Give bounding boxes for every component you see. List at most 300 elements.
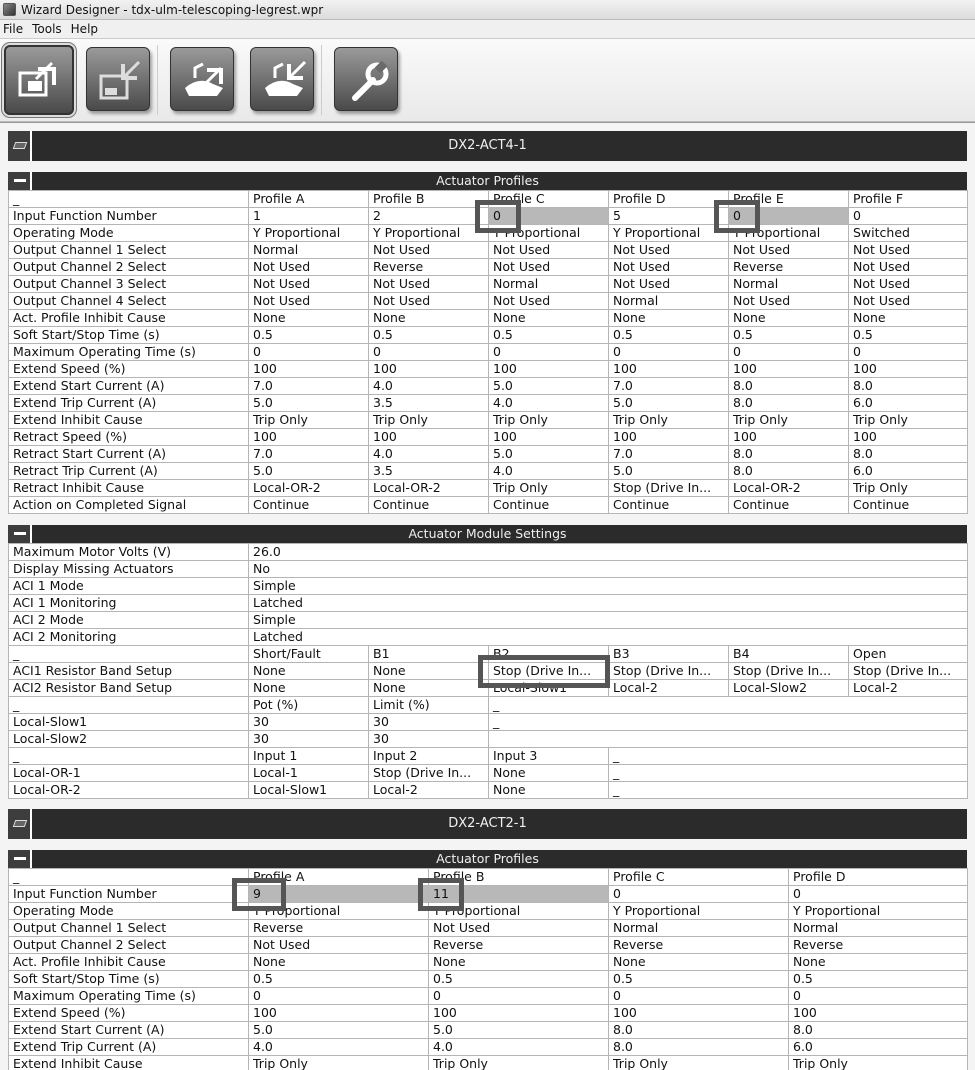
section-header-actuator-profiles[interactable] (8, 172, 967, 190)
value-cell[interactable]: 100 (249, 1005, 429, 1022)
value-cell[interactable]: 0.5 (369, 327, 489, 344)
column-header: Pot (%) (249, 697, 369, 714)
value-cell[interactable]: Not Used (369, 293, 489, 310)
value-cell[interactable]: Not Used (609, 259, 729, 276)
value-cell[interactable]: Not Used (729, 293, 849, 310)
value-cell[interactable]: None (249, 954, 429, 971)
value-cell[interactable]: 8.0 (849, 446, 968, 463)
row-label-retract-trip-current-a: Retract Trip Current (A) (9, 463, 249, 480)
value-cell[interactable]: Reverse (789, 937, 968, 954)
value-cell[interactable]: Simple (249, 578, 968, 595)
section-title: Actuator Module Settings (408, 526, 567, 541)
value-cell[interactable]: Trip Only (429, 1056, 609, 1070)
module-header[interactable] (8, 131, 967, 161)
value-cell[interactable]: Latched (249, 629, 968, 646)
value-cell[interactable]: 0 (429, 988, 609, 1005)
value-cell[interactable]: Not Used (609, 242, 729, 259)
table-row (9, 208, 968, 225)
value-cell[interactable]: Y Proportional (429, 903, 609, 920)
value-cell[interactable]: Trip Only (489, 412, 609, 429)
value-cell[interactable]: 100 (609, 1005, 789, 1022)
value-cell[interactable]: 4.0 (369, 378, 489, 395)
value-cell[interactable]: None (489, 782, 609, 799)
value-cell[interactable]: Stop (Drive In... (849, 663, 968, 680)
table-row (9, 937, 968, 954)
row-label-maximum-operating-time-s: Maximum Operating Time (s) (9, 344, 249, 361)
column-header: Profile C (489, 191, 609, 208)
value-cell[interactable]: 4.0 (249, 1039, 429, 1056)
value-cell[interactable]: Trip Only (249, 1056, 429, 1070)
value-cell[interactable]: Trip Only (489, 480, 609, 497)
value-cell[interactable]: 8.0 (609, 1022, 789, 1039)
value-cell[interactable]: 0 (849, 208, 968, 225)
value-cell[interactable]: 0.5 (609, 971, 789, 988)
window-title: Wizard Designer - tdx-ulm-telescoping-legrest.wpr (21, 2, 324, 17)
value-cell[interactable]: Trip Only (249, 412, 369, 429)
value-cell[interactable]: Not Used (729, 242, 849, 259)
row-label-operating-mode: Operating Mode (9, 903, 249, 920)
value-cell[interactable]: None (609, 310, 729, 327)
value-cell[interactable]: Y Proportional (249, 903, 429, 920)
export-document-button[interactable] (4, 45, 74, 115)
column-header: Profile F (849, 191, 968, 208)
value-cell[interactable]: 8.0 (609, 1039, 789, 1056)
table-row (9, 954, 968, 971)
value-cell[interactable]: 4.0 (429, 1039, 609, 1056)
value-cell[interactable]: Local-2 (369, 782, 489, 799)
value-cell[interactable]: 0.5 (729, 327, 849, 344)
value-cell[interactable]: 100 (729, 361, 849, 378)
value-cell[interactable]: 100 (849, 361, 968, 378)
export-chair-icon (181, 58, 229, 106)
value-cell[interactable]: None (369, 680, 489, 697)
value-cell[interactable]: None (249, 680, 369, 697)
value-cell[interactable]: None (369, 663, 489, 680)
value-cell[interactable]: None (429, 954, 609, 971)
table-row (9, 714, 968, 731)
value-cell[interactable]: Y Proportional (609, 903, 789, 920)
value-cell[interactable]: None (729, 310, 849, 327)
row-label-maximum-motor-volts-v: Maximum Motor Volts (V) (9, 544, 249, 561)
value-cell[interactable]: Not Used (489, 242, 609, 259)
value-cell[interactable]: None (489, 310, 609, 327)
table-row (9, 561, 968, 578)
value-cell[interactable]: Local-Slow1 (489, 680, 609, 697)
value-cell[interactable]: 8.0 (729, 395, 849, 412)
value-cell[interactable]: Normal (609, 293, 729, 310)
table-row (9, 276, 968, 293)
value-cell[interactable]: 7.0 (249, 378, 369, 395)
value-cell[interactable]: Y Proportional (249, 225, 369, 242)
value-cell[interactable]: 0 (249, 344, 369, 361)
value-cell[interactable]: 8.0 (729, 463, 849, 480)
value-cell[interactable]: Continue (849, 497, 968, 514)
value-cell[interactable]: 100 (369, 429, 489, 446)
value-cell[interactable]: None (249, 310, 369, 327)
value-cell[interactable]: Y Proportional (789, 903, 968, 920)
menu-help[interactable]: Help (70, 22, 99, 36)
value-cell[interactable]: None (789, 954, 968, 971)
collapse-icon[interactable] (8, 525, 32, 543)
value-cell[interactable]: Reverse (249, 920, 429, 937)
value-cell[interactable]: 0 (789, 886, 968, 903)
value-cell[interactable]: Normal (609, 920, 789, 937)
value-cell[interactable]: 0 (489, 344, 609, 361)
value-cell[interactable]: 5.0 (609, 395, 729, 412)
section-header-module-settings[interactable] (8, 525, 967, 543)
value-cell[interactable]: Local-OR-2 (369, 480, 489, 497)
module-header[interactable] (8, 809, 967, 839)
value-cell[interactable]: Stop (Drive In... (729, 663, 849, 680)
value-cell[interactable]: Y Proportional (729, 225, 849, 242)
toolbar-separator (157, 45, 158, 115)
value-cell[interactable]: 0 (489, 208, 609, 225)
table-row (9, 412, 968, 429)
value-cell[interactable]: Y Proportional (369, 225, 489, 242)
row-label-output-channel-1-select: Output Channel 1 Select (9, 920, 249, 937)
column-header: Profile D (609, 191, 729, 208)
value-cell[interactable]: Stop (Drive In... (489, 663, 609, 680)
column-header: Profile B (429, 869, 609, 886)
table-row (9, 612, 968, 629)
value-cell[interactable]: 9 (249, 886, 429, 903)
import-document-button[interactable] (86, 47, 150, 111)
column-header: Input 3 (489, 748, 609, 765)
value-cell[interactable]: Latched (249, 595, 968, 612)
table-row (9, 378, 968, 395)
column-header: Profile D (789, 869, 968, 886)
menu-tools[interactable]: Tools (32, 22, 62, 36)
value-cell[interactable]: Trip Only (609, 412, 729, 429)
value-cell[interactable]: Local-1 (249, 765, 369, 782)
column-header: _ (9, 191, 249, 208)
wrench-icon (345, 58, 393, 106)
value-cell[interactable]: Reverse (729, 259, 849, 276)
row-label-aci2-resistor-band-setup: ACI2 Resistor Band Setup (9, 680, 249, 697)
value-cell[interactable]: Continue (369, 497, 489, 514)
row-label-extend-inhibit-cause: Extend Inhibit Cause (9, 1056, 249, 1070)
value-cell[interactable]: 11 (429, 886, 609, 903)
value-cell[interactable]: 8.0 (729, 378, 849, 395)
header-row (9, 646, 968, 663)
value-cell[interactable]: 5.0 (249, 463, 369, 480)
column-header: Input 1 (249, 748, 369, 765)
value-cell[interactable]: 5.0 (249, 1022, 429, 1039)
value-cell[interactable]: 100 (789, 1005, 968, 1022)
header-row (9, 748, 968, 765)
value-cell[interactable]: Normal (489, 276, 609, 293)
column-header: B2 (489, 646, 609, 663)
row-label-extend-speed: Extend Speed (%) (9, 361, 249, 378)
row-label-retract-inhibit-cause: Retract Inhibit Cause (9, 480, 249, 497)
value-cell[interactable]: Stop (Drive In... (609, 663, 729, 680)
value-cell[interactable]: 5.0 (489, 446, 609, 463)
section-title: Actuator Profiles (436, 851, 539, 866)
value-cell[interactable]: 5.0 (249, 395, 369, 412)
value-cell[interactable]: 0 (609, 886, 789, 903)
column-header: _ (609, 748, 968, 765)
value-cell[interactable]: 100 (609, 361, 729, 378)
app-icon (3, 3, 16, 16)
local-slow-table (8, 696, 968, 748)
row-label-output-channel-4-select: Output Channel 4 Select (9, 293, 249, 310)
column-header: _ (9, 748, 249, 765)
value-cell[interactable]: Not Used (429, 920, 609, 937)
table-row (9, 920, 968, 937)
value-cell[interactable]: 1 (249, 208, 369, 225)
value-cell[interactable]: 5.0 (489, 378, 609, 395)
module-settings-table (8, 543, 968, 646)
value-cell[interactable]: 100 (369, 361, 489, 378)
value-cell[interactable]: 100 (729, 429, 849, 446)
actuator-profiles-table-2 (8, 868, 968, 1070)
value-cell[interactable]: 0.5 (249, 971, 429, 988)
value-cell[interactable]: Local-2 (609, 680, 729, 697)
row-label-soft-start-stop-time-s: Soft Start/Stop Time (s) (9, 971, 249, 988)
value-cell[interactable]: 8.0 (729, 446, 849, 463)
value-cell[interactable]: Stop (Drive In... (609, 480, 729, 497)
value-cell[interactable]: 0 (729, 344, 849, 361)
value-cell[interactable]: Y Proportional (609, 225, 729, 242)
value-cell[interactable]: 0.5 (849, 327, 968, 344)
value-cell[interactable]: Not Used (849, 293, 968, 310)
value-cell[interactable]: 0.5 (249, 327, 369, 344)
header-row (9, 697, 968, 714)
row-label-extend-trip-current-a: Extend Trip Current (A) (9, 1039, 249, 1056)
table-row (9, 595, 968, 612)
value-cell[interactable]: _ (609, 765, 968, 782)
value-cell[interactable]: 0.5 (609, 327, 729, 344)
collapse-icon[interactable] (8, 172, 32, 190)
table-row (9, 1022, 968, 1039)
row-label-soft-start-stop-time-s: Soft Start/Stop Time (s) (9, 327, 249, 344)
header-row (9, 869, 968, 886)
value-cell[interactable]: 0 (609, 344, 729, 361)
row-label-local-or-2: Local-OR-2 (9, 782, 249, 799)
value-cell[interactable]: 4.0 (369, 446, 489, 463)
value-cell[interactable]: Not Used (489, 259, 609, 276)
value-cell[interactable]: Not Used (249, 259, 369, 276)
column-header: _ (489, 697, 968, 714)
column-header: B1 (369, 646, 489, 663)
menu-bar (0, 20, 975, 38)
toolbar-separator (321, 45, 322, 115)
import-chair-button[interactable] (250, 47, 314, 111)
value-cell[interactable]: 4.0 (489, 463, 609, 480)
row-label-output-channel-2-select: Output Channel 2 Select (9, 937, 249, 954)
value-cell[interactable]: Trip Only (369, 412, 489, 429)
value-cell[interactable]: Not Used (249, 937, 429, 954)
menu-file[interactable]: File (3, 22, 24, 36)
value-cell[interactable]: 6.0 (789, 1039, 968, 1056)
value-cell[interactable]: Normal (789, 920, 968, 937)
table-row (9, 1005, 968, 1022)
table-row (9, 293, 968, 310)
row-label-aci-2-mode: ACI 2 Mode (9, 612, 249, 629)
value-cell[interactable]: Stop (Drive In... (369, 765, 489, 782)
table-row (9, 446, 968, 463)
value-cell[interactable]: Continue (729, 497, 849, 514)
value-cell[interactable]: Not Used (609, 276, 729, 293)
value-cell[interactable]: Local-Slow1 (249, 782, 369, 799)
value-cell[interactable]: Simple (249, 612, 968, 629)
value-cell[interactable]: _ (489, 714, 968, 731)
value-cell[interactable]: 0 (609, 988, 789, 1005)
value-cell[interactable]: Not Used (489, 293, 609, 310)
value-cell[interactable]: Normal (729, 276, 849, 293)
row-label-act-profile-inhibit-cause: Act. Profile Inhibit Cause (9, 954, 249, 971)
value-cell[interactable]: 30 (249, 731, 369, 748)
table-row (9, 429, 968, 446)
value-cell[interactable]: No (249, 561, 968, 578)
value-cell[interactable]: 7.0 (609, 378, 729, 395)
table-row (9, 680, 968, 697)
column-header: _ (9, 697, 249, 714)
value-cell[interactable]: 100 (489, 429, 609, 446)
value-cell[interactable]: 30 (369, 731, 489, 748)
section-header-actuator-profiles[interactable] (8, 850, 967, 868)
row-label-local-slow2: Local-Slow2 (9, 731, 249, 748)
actuator-profiles-table (8, 190, 968, 514)
value-cell[interactable]: Continue (249, 497, 369, 514)
value-cell[interactable]: Continue (489, 497, 609, 514)
value-cell[interactable]: 2 (369, 208, 489, 225)
value-cell[interactable]: Trip Only (729, 412, 849, 429)
value-cell[interactable]: 7.0 (609, 446, 729, 463)
value-cell[interactable]: Reverse (609, 937, 789, 954)
row-label-extend-speed: Extend Speed (%) (9, 1005, 249, 1022)
table-row (9, 463, 968, 480)
value-cell[interactable]: _ (609, 782, 968, 799)
column-header: Open (849, 646, 968, 663)
value-cell[interactable]: 100 (849, 429, 968, 446)
value-cell[interactable]: Trip Only (849, 480, 968, 497)
column-header: Limit (%) (369, 697, 489, 714)
column-header: Profile B (369, 191, 489, 208)
table-row (9, 497, 968, 514)
table-row (9, 344, 968, 361)
value-cell[interactable]: Local-2 (849, 680, 968, 697)
value-cell[interactable]: Reverse (429, 937, 609, 954)
value-cell[interactable]: 30 (249, 714, 369, 731)
row-label-output-channel-3-select: Output Channel 3 Select (9, 276, 249, 293)
table-row (9, 731, 968, 748)
value-cell[interactable]: 0.5 (429, 971, 609, 988)
value-cell[interactable]: 6.0 (849, 463, 968, 480)
value-cell[interactable]: 3.5 (369, 395, 489, 412)
value-cell[interactable]: 100 (609, 429, 729, 446)
value-cell[interactable]: None (489, 765, 609, 782)
row-label-retract-speed: Retract Speed (%) (9, 429, 249, 446)
value-cell[interactable]: 6.0 (849, 395, 968, 412)
value-cell[interactable]: 0.5 (789, 971, 968, 988)
value-cell[interactable]: Not Used (849, 276, 968, 293)
value-cell[interactable]: Not Used (249, 276, 369, 293)
row-label-output-channel-2-select: Output Channel 2 Select (9, 259, 249, 276)
value-cell[interactable]: None (369, 310, 489, 327)
value-cell[interactable]: None (609, 954, 789, 971)
value-cell[interactable]: 7.0 (249, 446, 369, 463)
value-cell[interactable] (489, 731, 968, 748)
value-cell[interactable]: 3.5 (369, 463, 489, 480)
export-chair-button[interactable] (170, 47, 234, 111)
value-cell[interactable]: 0 (729, 208, 849, 225)
value-cell[interactable]: Trip Only (789, 1056, 968, 1070)
toolbar (0, 38, 975, 122)
value-cell[interactable]: Continue (609, 497, 729, 514)
module-icon (8, 809, 32, 839)
value-cell[interactable]: 100 (249, 361, 369, 378)
value-cell[interactable]: 4.0 (489, 395, 609, 412)
column-header: Profile E (729, 191, 849, 208)
value-cell[interactable]: 0 (789, 988, 968, 1005)
table-row (9, 1039, 968, 1056)
value-cell[interactable]: Switched (849, 225, 968, 242)
value-cell[interactable]: None (849, 310, 968, 327)
table-row (9, 903, 968, 920)
value-cell[interactable]: Not Used (249, 293, 369, 310)
value-cell[interactable]: 5 (609, 208, 729, 225)
collapse-icon[interactable] (8, 850, 32, 868)
row-label-operating-mode: Operating Mode (9, 225, 249, 242)
value-cell[interactable]: None (249, 663, 369, 680)
value-cell[interactable]: 30 (369, 714, 489, 731)
value-cell[interactable]: 100 (489, 361, 609, 378)
value-cell[interactable]: 100 (249, 429, 369, 446)
table-row (9, 225, 968, 242)
value-cell[interactable]: 0 (249, 988, 429, 1005)
value-cell[interactable]: 0.5 (489, 327, 609, 344)
value-cell[interactable]: Local-OR-2 (729, 480, 849, 497)
value-cell[interactable]: Normal (249, 242, 369, 259)
table-row (9, 361, 968, 378)
table-row (9, 242, 968, 259)
value-cell[interactable]: 26.0 (249, 544, 968, 561)
row-label-extend-inhibit-cause: Extend Inhibit Cause (9, 412, 249, 429)
table-row (9, 395, 968, 412)
value-cell[interactable]: 8.0 (789, 1022, 968, 1039)
import-chair-icon (261, 58, 309, 106)
value-cell[interactable]: Y Proportional (489, 225, 609, 242)
value-cell[interactable]: Local-Slow2 (729, 680, 849, 697)
value-cell[interactable]: Reverse (369, 259, 489, 276)
settings-button[interactable] (334, 47, 398, 111)
table-row (9, 886, 968, 903)
value-cell[interactable]: 5.0 (609, 463, 729, 480)
value-cell[interactable]: Not Used (369, 242, 489, 259)
value-cell[interactable]: Not Used (849, 242, 968, 259)
row-label-input-function-number: Input Function Number (9, 208, 249, 225)
value-cell[interactable]: 5.0 (429, 1022, 609, 1039)
value-cell[interactable]: 0 (849, 344, 968, 361)
module-title: DX2-ACT2-1 (448, 816, 527, 831)
table-row (9, 327, 968, 344)
value-cell[interactable]: Trip Only (849, 412, 968, 429)
row-label-local-slow1: Local-Slow1 (9, 714, 249, 731)
column-header: Profile A (249, 191, 369, 208)
value-cell[interactable]: 100 (429, 1005, 609, 1022)
value-cell[interactable]: Not Used (849, 259, 968, 276)
value-cell[interactable]: Trip Only (609, 1056, 789, 1070)
value-cell[interactable]: 8.0 (849, 378, 968, 395)
table-row (9, 663, 968, 680)
row-label-output-channel-1-select: Output Channel 1 Select (9, 242, 249, 259)
value-cell[interactable]: Not Used (369, 276, 489, 293)
row-label-aci-1-monitoring: ACI 1 Monitoring (9, 595, 249, 612)
value-cell[interactable]: Local-OR-2 (249, 480, 369, 497)
column-header: B4 (729, 646, 849, 663)
value-cell[interactable]: 0 (369, 344, 489, 361)
